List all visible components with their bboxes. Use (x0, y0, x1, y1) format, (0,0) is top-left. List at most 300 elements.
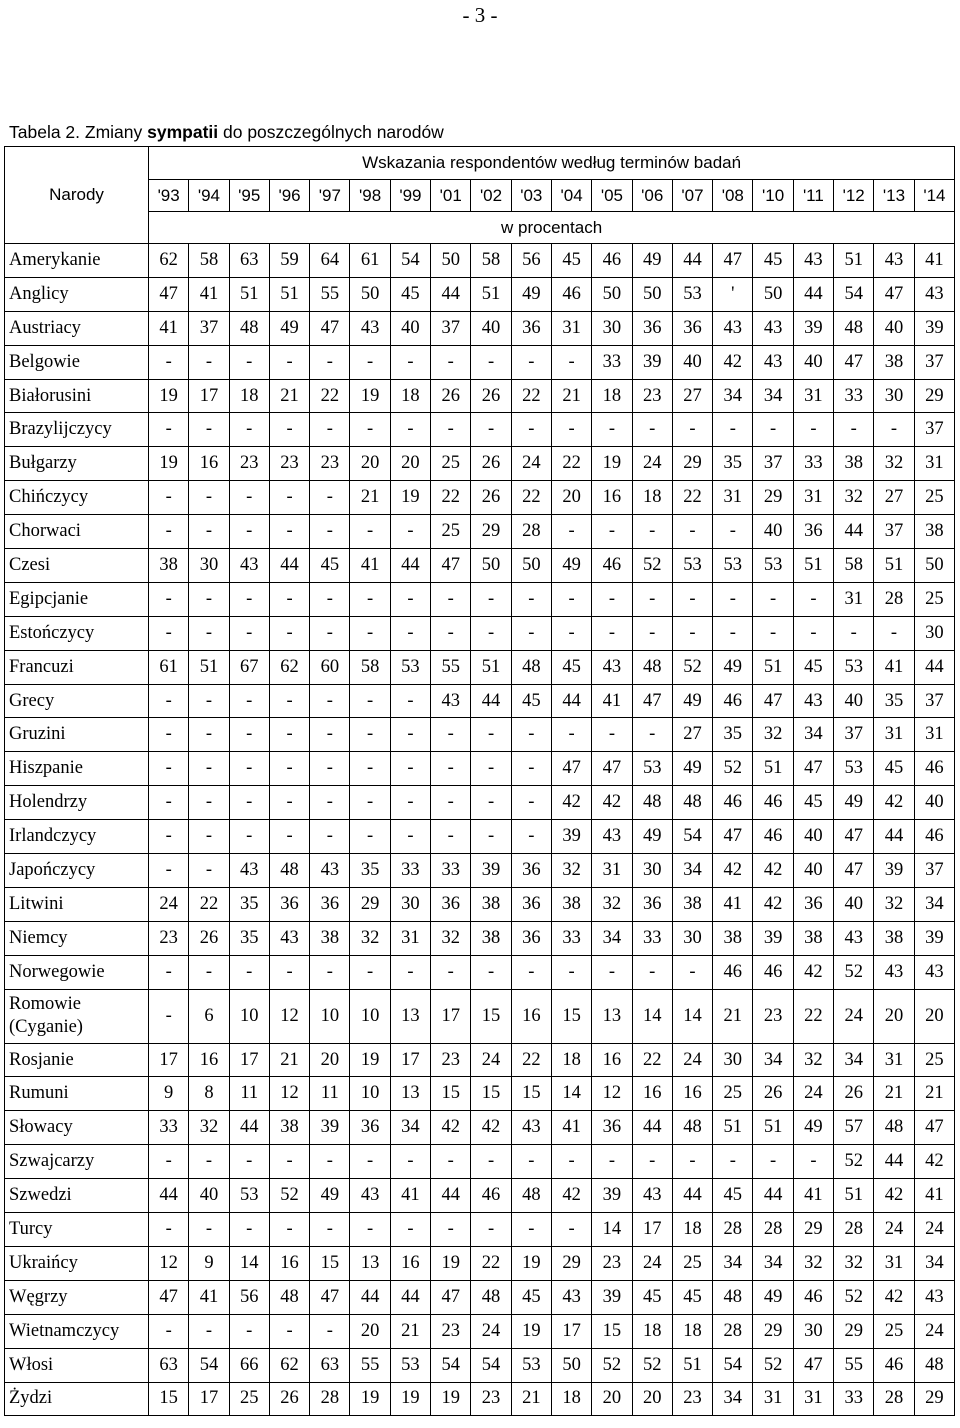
nation-name: Egipcjanie (5, 582, 149, 616)
value-cell: - (149, 955, 189, 989)
unit-header: w procentach (149, 212, 955, 244)
value-cell: 37 (914, 684, 955, 718)
value-cell: - (390, 515, 430, 549)
value-cell: 24 (471, 1314, 511, 1348)
year-header: '01 (431, 180, 471, 212)
value-cell: 31 (390, 921, 430, 955)
value-cell: - (471, 1213, 511, 1247)
value-cell: 24 (632, 447, 672, 481)
value-cell: - (471, 582, 511, 616)
value-cell: 18 (592, 379, 632, 413)
value-cell: 48 (914, 1348, 955, 1382)
value-cell: - (592, 718, 632, 752)
value-cell: - (350, 1213, 390, 1247)
value-cell: - (874, 616, 914, 650)
value-cell: - (511, 718, 551, 752)
nation-name: Brazylijczycy (5, 413, 149, 447)
value-cell: 23 (632, 379, 672, 413)
value-cell: - (269, 1145, 309, 1179)
nation-name: Bułgarzy (5, 447, 149, 481)
value-cell: 38 (471, 921, 511, 955)
value-cell: ' (713, 277, 753, 311)
table-row (5, 582, 955, 616)
value-cell: 32 (834, 1246, 874, 1280)
value-cell: 41 (914, 244, 955, 278)
value-cell: - (229, 481, 269, 515)
value-cell: 55 (350, 1348, 390, 1382)
value-cell: - (149, 718, 189, 752)
value-cell: - (592, 413, 632, 447)
value-cell: 29 (471, 515, 511, 549)
value-cell: 43 (350, 311, 390, 345)
value-cell: - (229, 1213, 269, 1247)
value-cell: - (390, 413, 430, 447)
value-cell: 36 (431, 887, 471, 921)
value-cell: 61 (149, 650, 189, 684)
value-cell: 20 (874, 989, 914, 1043)
value-cell: 48 (672, 1111, 712, 1145)
value-cell: 44 (471, 684, 511, 718)
value-cell: 40 (793, 820, 833, 854)
value-cell: 46 (713, 684, 753, 718)
value-cell: - (189, 752, 229, 786)
value-cell: 35 (229, 921, 269, 955)
value-cell: 49 (753, 1280, 793, 1314)
value-cell: - (310, 718, 350, 752)
value-cell: 42 (874, 786, 914, 820)
value-cell: 16 (189, 447, 229, 481)
value-cell: - (672, 515, 712, 549)
value-cell: 43 (592, 820, 632, 854)
value-cell: 45 (713, 1179, 753, 1213)
caption-prefix: Tabela 2. Zmiany (9, 122, 148, 142)
value-cell: - (189, 345, 229, 379)
table-row (5, 1382, 955, 1416)
value-cell: - (350, 1145, 390, 1179)
value-cell: - (149, 1213, 189, 1247)
value-cell: 48 (874, 1111, 914, 1145)
value-cell: 24 (511, 447, 551, 481)
value-cell: 48 (471, 1280, 511, 1314)
value-cell: 31 (793, 379, 833, 413)
value-cell: 43 (551, 1280, 591, 1314)
value-cell: - (149, 752, 189, 786)
value-cell: - (793, 1145, 833, 1179)
value-cell: 41 (713, 887, 753, 921)
value-cell: 30 (390, 887, 430, 921)
value-cell: 66 (229, 1348, 269, 1382)
value-cell: 48 (229, 311, 269, 345)
value-cell: 34 (713, 1246, 753, 1280)
year-header: '07 (672, 180, 712, 212)
value-cell: 45 (793, 650, 833, 684)
table-caption (9, 122, 444, 143)
value-cell: 18 (551, 1043, 591, 1077)
value-cell: 52 (834, 1145, 874, 1179)
value-cell: 14 (229, 1246, 269, 1280)
value-cell: - (350, 345, 390, 379)
value-cell: - (632, 582, 672, 616)
nation-name: Rumuni (5, 1077, 149, 1111)
value-cell: 52 (269, 1179, 309, 1213)
value-cell: - (269, 413, 309, 447)
value-cell: 23 (310, 447, 350, 481)
value-cell: - (189, 718, 229, 752)
value-cell: 43 (229, 854, 269, 888)
value-cell: - (189, 684, 229, 718)
value-cell: 25 (914, 1043, 955, 1077)
value-cell: - (713, 413, 753, 447)
value-cell: 40 (834, 684, 874, 718)
value-cell: - (471, 616, 511, 650)
value-cell: 12 (269, 1077, 309, 1111)
value-cell: - (753, 582, 793, 616)
value-cell: 32 (350, 921, 390, 955)
value-cell: - (390, 786, 430, 820)
value-cell: 49 (713, 650, 753, 684)
value-cell: 40 (189, 1179, 229, 1213)
value-cell: - (269, 616, 309, 650)
value-cell: 36 (511, 311, 551, 345)
value-cell: 44 (149, 1179, 189, 1213)
value-cell: 53 (511, 1348, 551, 1382)
value-cell: 18 (632, 1314, 672, 1348)
value-cell: 42 (551, 786, 591, 820)
value-cell: 44 (672, 244, 712, 278)
value-cell: 51 (834, 1179, 874, 1213)
value-cell: 23 (672, 1382, 712, 1416)
value-cell: - (149, 854, 189, 888)
value-cell: 34 (713, 1382, 753, 1416)
value-cell: 50 (632, 277, 672, 311)
value-cell: - (269, 718, 309, 752)
value-cell: 44 (753, 1179, 793, 1213)
value-cell: 10 (350, 1077, 390, 1111)
value-cell: 16 (592, 1043, 632, 1077)
value-cell: 43 (511, 1111, 551, 1145)
value-cell: 46 (874, 1348, 914, 1382)
nation-name: Rosjanie (5, 1043, 149, 1077)
year-header: '98 (350, 180, 390, 212)
value-cell: 46 (592, 244, 632, 278)
value-cell: 45 (390, 277, 430, 311)
value-cell: 31 (592, 854, 632, 888)
value-cell: - (269, 481, 309, 515)
nation-name: Chorwaci (5, 515, 149, 549)
value-cell: - (793, 582, 833, 616)
value-cell: 48 (632, 650, 672, 684)
value-cell: 44 (431, 1179, 471, 1213)
value-cell: 27 (672, 379, 712, 413)
value-cell: - (511, 413, 551, 447)
value-cell: 51 (471, 650, 511, 684)
value-cell: 41 (390, 1179, 430, 1213)
value-cell: - (551, 616, 591, 650)
value-cell: - (390, 718, 430, 752)
value-cell: 36 (632, 887, 672, 921)
value-cell: 36 (310, 887, 350, 921)
value-cell: 38 (149, 549, 189, 583)
value-cell: 8 (189, 1077, 229, 1111)
value-cell: 37 (914, 413, 955, 447)
value-cell: 37 (914, 345, 955, 379)
value-cell: - (350, 718, 390, 752)
value-cell: 28 (874, 582, 914, 616)
nation-name: Japończycy (5, 854, 149, 888)
value-cell: 22 (551, 447, 591, 481)
value-cell: 51 (874, 549, 914, 583)
value-cell: 19 (350, 1043, 390, 1077)
nation-name: Słowacy (5, 1111, 149, 1145)
value-cell: - (189, 1145, 229, 1179)
table-row (5, 650, 955, 684)
value-cell: 33 (592, 345, 632, 379)
value-cell: - (310, 1145, 350, 1179)
value-cell: 22 (672, 481, 712, 515)
page-number: - 3 - (462, 3, 498, 27)
value-cell: 37 (431, 311, 471, 345)
value-cell: 24 (834, 989, 874, 1043)
value-cell: 44 (390, 1280, 430, 1314)
value-cell: 41 (874, 650, 914, 684)
value-cell: 40 (793, 345, 833, 379)
value-cell: - (511, 820, 551, 854)
value-cell: 55 (310, 277, 350, 311)
value-cell: 13 (350, 1246, 390, 1280)
value-cell: 16 (672, 1077, 712, 1111)
value-cell: 40 (914, 786, 955, 820)
value-cell: 17 (149, 1043, 189, 1077)
value-cell: 63 (149, 1348, 189, 1382)
value-cell: 15 (511, 1077, 551, 1111)
value-cell: 37 (914, 854, 955, 888)
value-cell: 43 (914, 955, 955, 989)
table-row (5, 515, 955, 549)
value-cell: 38 (834, 447, 874, 481)
value-cell: 42 (793, 955, 833, 989)
value-cell: 30 (914, 616, 955, 650)
value-cell: 29 (672, 447, 712, 481)
table-row (5, 1145, 955, 1179)
value-cell: 47 (310, 1280, 350, 1314)
value-cell: 16 (632, 1077, 672, 1111)
value-cell: 39 (632, 345, 672, 379)
value-cell: - (189, 1213, 229, 1247)
value-cell: - (189, 955, 229, 989)
value-cell: 49 (632, 820, 672, 854)
value-cell: 26 (269, 1382, 309, 1416)
value-cell: - (511, 786, 551, 820)
value-cell: 46 (753, 786, 793, 820)
value-cell: 58 (834, 549, 874, 583)
value-cell: 35 (874, 684, 914, 718)
value-cell: 43 (269, 921, 309, 955)
value-cell: - (431, 820, 471, 854)
value-cell: 12 (149, 1246, 189, 1280)
value-cell: 44 (914, 650, 955, 684)
value-cell: - (592, 955, 632, 989)
value-cell: 48 (672, 786, 712, 820)
value-cell: - (431, 786, 471, 820)
value-cell: 28 (874, 1382, 914, 1416)
nation-name: Francuzi (5, 650, 149, 684)
year-header: '95 (229, 180, 269, 212)
value-cell: 53 (632, 752, 672, 786)
value-cell: - (149, 1314, 189, 1348)
value-cell: 41 (350, 549, 390, 583)
value-cell: 17 (189, 379, 229, 413)
value-cell: 49 (793, 1111, 833, 1145)
value-cell: 42 (753, 887, 793, 921)
value-cell: - (753, 413, 793, 447)
value-cell: - (189, 413, 229, 447)
nation-name: Czesi (5, 549, 149, 583)
year-header: '93 (149, 180, 189, 212)
value-cell: 53 (390, 650, 430, 684)
year-header: '06 (632, 180, 672, 212)
value-cell: 11 (310, 1077, 350, 1111)
table-row (5, 413, 955, 447)
value-cell: - (431, 1145, 471, 1179)
value-cell: - (551, 718, 591, 752)
value-cell: 15 (592, 1314, 632, 1348)
value-cell: 40 (793, 854, 833, 888)
value-cell: 47 (793, 752, 833, 786)
value-cell: 25 (431, 515, 471, 549)
value-cell: 39 (914, 921, 955, 955)
value-cell: 47 (713, 244, 753, 278)
value-cell: 10 (229, 989, 269, 1043)
value-cell: 20 (390, 447, 430, 481)
value-cell: 41 (189, 277, 229, 311)
value-cell: 54 (713, 1348, 753, 1382)
value-cell: - (229, 1145, 269, 1179)
value-cell: 21 (551, 379, 591, 413)
value-cell: - (189, 854, 229, 888)
value-cell: 44 (390, 549, 430, 583)
value-cell: 15 (471, 989, 511, 1043)
year-header: '04 (551, 180, 591, 212)
value-cell: 45 (551, 244, 591, 278)
value-cell: 44 (874, 820, 914, 854)
value-cell: 44 (350, 1280, 390, 1314)
value-cell: 31 (914, 718, 955, 752)
value-cell: 47 (834, 345, 874, 379)
value-cell: - (471, 413, 511, 447)
value-cell: 17 (551, 1314, 591, 1348)
value-cell: 42 (551, 1179, 591, 1213)
table-row (5, 277, 955, 311)
value-cell: 16 (592, 481, 632, 515)
value-cell: 19 (431, 1382, 471, 1416)
value-cell: 44 (874, 1145, 914, 1179)
value-cell: 31 (551, 311, 591, 345)
value-cell: 47 (310, 311, 350, 345)
value-cell: - (471, 955, 511, 989)
value-cell: 47 (713, 820, 753, 854)
value-cell: 50 (431, 244, 471, 278)
value-cell: - (189, 515, 229, 549)
value-cell: - (592, 582, 632, 616)
value-cell: 42 (874, 1280, 914, 1314)
value-cell: 42 (592, 786, 632, 820)
value-cell: - (431, 582, 471, 616)
value-cell: - (350, 684, 390, 718)
value-cell: 48 (511, 1179, 551, 1213)
value-cell: 50 (592, 277, 632, 311)
value-cell: 19 (390, 481, 430, 515)
value-cell: 44 (672, 1179, 712, 1213)
value-cell: 26 (753, 1077, 793, 1111)
value-cell: 38 (310, 921, 350, 955)
value-cell: 43 (793, 684, 833, 718)
value-cell: 22 (310, 379, 350, 413)
value-cell: - (189, 582, 229, 616)
value-cell: 55 (431, 650, 471, 684)
value-cell: 43 (874, 955, 914, 989)
value-cell: - (551, 1145, 591, 1179)
value-cell: 23 (149, 921, 189, 955)
value-cell: 17 (189, 1382, 229, 1416)
nation-name: Chińczycy (5, 481, 149, 515)
value-cell: 25 (713, 1077, 753, 1111)
value-cell: - (511, 955, 551, 989)
value-cell: 30 (189, 549, 229, 583)
value-cell: 54 (189, 1348, 229, 1382)
value-cell: 61 (350, 244, 390, 278)
value-cell: - (511, 1145, 551, 1179)
value-cell: 42 (431, 1111, 471, 1145)
table-row (5, 752, 955, 786)
value-cell: 43 (431, 684, 471, 718)
value-cell: 12 (269, 989, 309, 1043)
caption-suffix: do poszczególnych narodów (218, 122, 444, 142)
value-cell: 25 (431, 447, 471, 481)
value-cell: 29 (753, 1314, 793, 1348)
value-cell: - (713, 582, 753, 616)
table-row (5, 481, 955, 515)
value-cell: 53 (390, 1348, 430, 1382)
value-cell: 42 (713, 854, 753, 888)
value-cell: - (149, 413, 189, 447)
value-cell: 34 (592, 921, 632, 955)
value-cell: 33 (149, 1111, 189, 1145)
value-cell: - (551, 1213, 591, 1247)
value-cell: 36 (672, 311, 712, 345)
value-cell: 43 (713, 311, 753, 345)
value-cell: 18 (229, 379, 269, 413)
value-cell: 21 (914, 1077, 955, 1111)
value-cell: 49 (269, 311, 309, 345)
value-cell: 45 (551, 650, 591, 684)
value-cell: 51 (753, 650, 793, 684)
value-cell: 34 (793, 718, 833, 752)
value-cell: - (149, 616, 189, 650)
value-cell: 24 (874, 1213, 914, 1247)
value-cell: 43 (310, 854, 350, 888)
value-cell: 47 (914, 1111, 955, 1145)
value-cell: - (592, 1145, 632, 1179)
value-cell: - (310, 582, 350, 616)
value-cell: 46 (914, 820, 955, 854)
table-row (5, 1314, 955, 1348)
value-cell: 34 (753, 1246, 793, 1280)
table-row (5, 447, 955, 481)
value-cell: - (632, 1145, 672, 1179)
value-cell: 27 (874, 481, 914, 515)
value-cell: 43 (592, 650, 632, 684)
nation-name: Belgowie (5, 345, 149, 379)
